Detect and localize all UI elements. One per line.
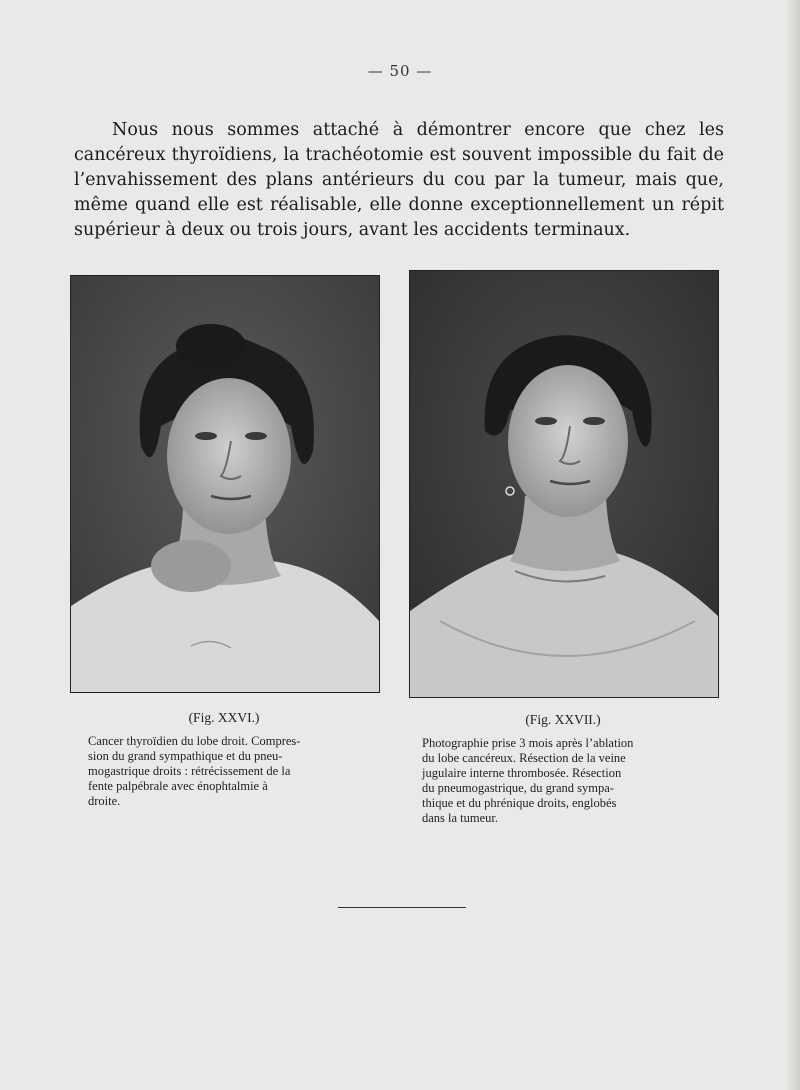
figure-26-photograph — [70, 275, 380, 693]
page-edge-shadow — [786, 0, 800, 1090]
section-divider-rule — [338, 907, 466, 908]
figure-26-caption: Cancer thyroïdien du lobe droit. Compres- sion du grand sympathique et du pneu- mogastrique droits : rétrécissement de la fente palpébrale avec énophtalmie à droite. — [88, 734, 301, 808]
page-number: — 50 — — [367, 62, 433, 80]
figure-27-label: (Fig. XXVII.) — [525, 712, 601, 727]
figure-26-label: (Fig. XXVI.) — [188, 710, 260, 725]
figure-27-caption: Photographie prise 3 mois après l’ablation du lobe cancéreux. Résection de la veine jugulaire interne thrombosée. Résection du pneumogastrique, du grand sympa- thique et du phrénique droits, englobés dans la tumeur. — [422, 736, 634, 825]
body-paragraph: Nous nous sommes attaché à démontrer encore que chez les cancéreux thyroïdiens, la trachéotomie est souvent impossible du fait de l’envahissement des plans antérieurs du cou par la tumeur, mais que, même quand elle est réalisable, elle donne exceptionnellement un répit supérieur à deux ou trois jours, avant les accidents terminaux. — [74, 119, 724, 240]
figure-27-photograph — [409, 270, 719, 698]
